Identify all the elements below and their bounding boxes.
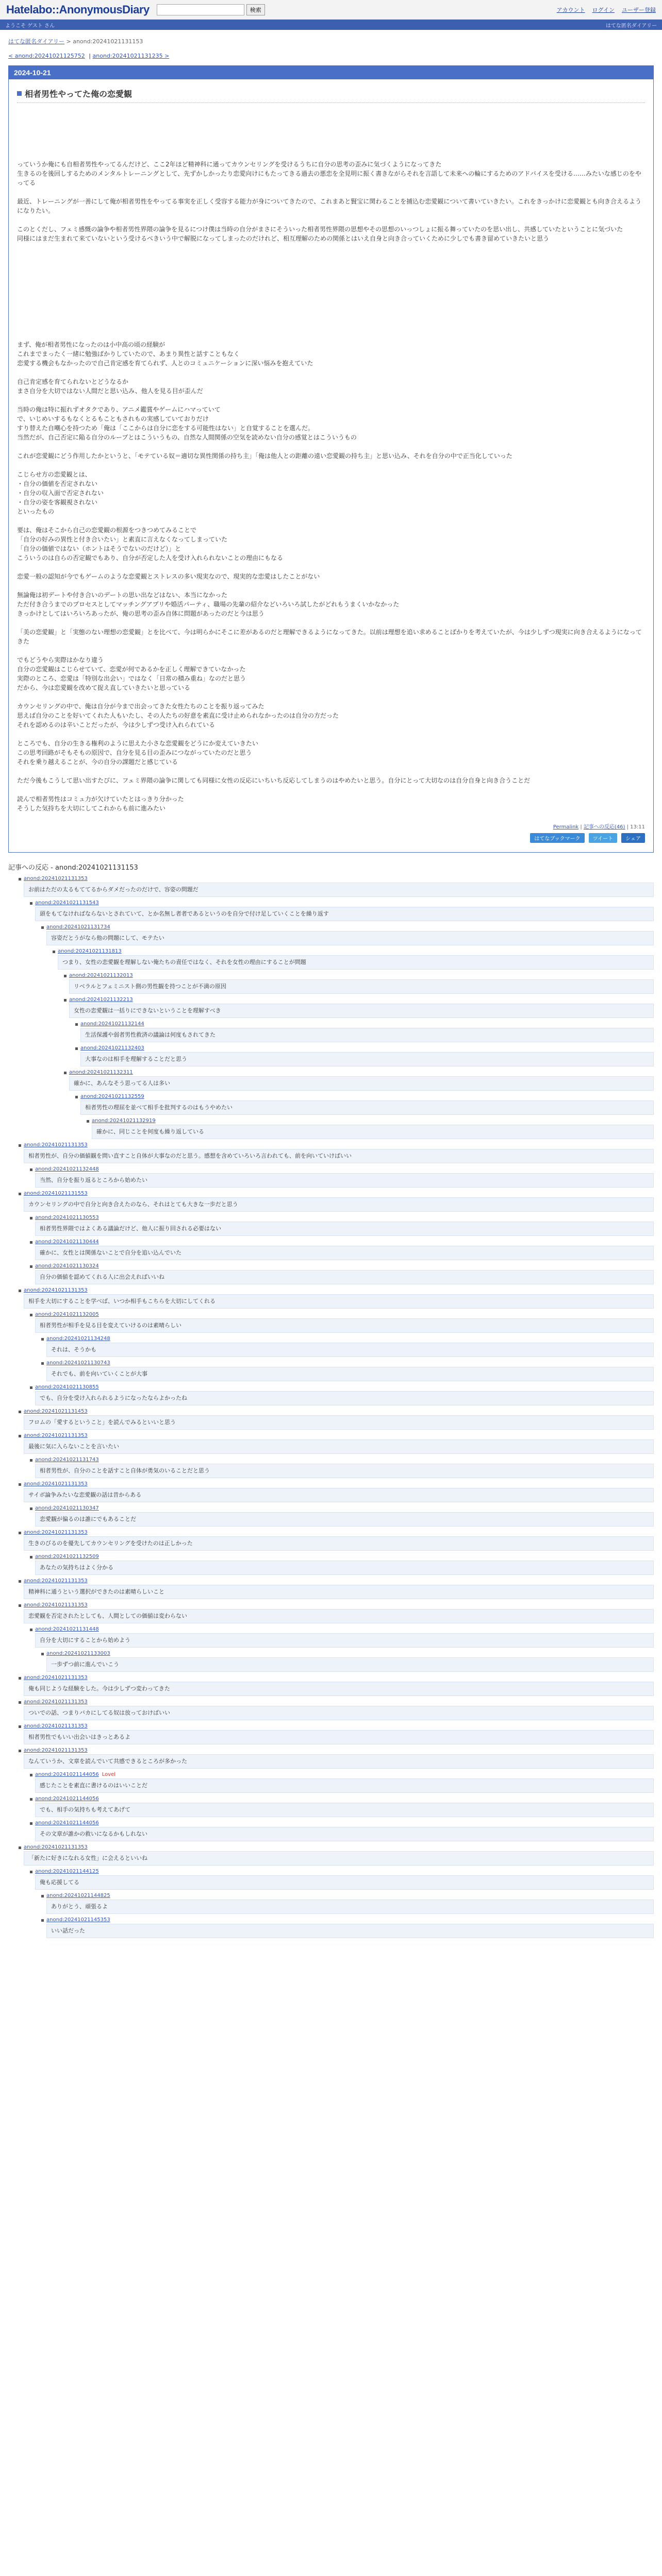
mention-head: [74, 1093, 654, 1100]
mention-link[interactable]: anond:20241021132403: [80, 1045, 144, 1051]
mention-item: [29, 1795, 654, 1817]
mention-item: [29, 1625, 654, 1648]
mention-body: ありがとう、頑張るよ: [46, 1900, 654, 1914]
mention-link[interactable]: anond:20241021130743: [46, 1360, 110, 1366]
mention-body: 生きのびるのを優先してカウンセリングを受けたのは正しかった: [24, 1536, 654, 1551]
mention-head: [86, 1117, 654, 1125]
mention-head: [29, 1165, 654, 1173]
mention-item: [29, 1165, 654, 1188]
mention-link[interactable]: anond:20241021132509: [35, 1554, 99, 1560]
mention-item: [18, 1577, 654, 1599]
top-links: [557, 6, 656, 14]
mention-body: 確かに、女性とは関係ないことで自分を追い込んでいた: [35, 1246, 654, 1260]
mention-head: [63, 972, 654, 979]
mention-item: [74, 1044, 654, 1066]
mention-body: カウンセリングの中で自分と向き合えたのなら、それはとても大きな一歩だと思う: [24, 1197, 654, 1212]
mention-item: [63, 996, 654, 1018]
mention-body: 確かに、あんなそう思ってる人は多い: [69, 1076, 654, 1091]
mention-item: [86, 1117, 654, 1139]
entry-paragraph: 恋愛一般の認知が今でもゲームのような恋愛観とストレスの多い現実なので、現実的な恋愛はしたことがない: [17, 573, 320, 580]
mention-head: [29, 1504, 654, 1512]
mention-item: [29, 1504, 654, 1527]
mention-link[interactable]: anond:20241021131448: [35, 1626, 99, 1632]
mention-link[interactable]: anond:20241021131353: [24, 1530, 88, 1535]
mention-item: [29, 1819, 654, 1841]
mention-head: [40, 1650, 654, 1657]
entry-title[interactable]: 相者男性やってた俺の恋愛観: [17, 88, 645, 103]
mention-head: [18, 1722, 654, 1730]
mention-head: [40, 1335, 654, 1343]
mention-link[interactable]: anond:20241021145353: [46, 1917, 110, 1923]
mention-body: 俺も応援してる: [35, 1875, 654, 1890]
mention-body: 容姿だとうがなら他の問題にして、モテたい: [46, 931, 654, 945]
mention-body: その文章が誰かの救いになるかもしれない: [35, 1827, 654, 1841]
entry-paragraph: 当時の俺は特に振れずオタクであり、アニメ鑑賞やゲームにハマっていて で、いじめいするもなくとるもこともされもの実感していておりだけ すり替えた自嘲心を持つため「俺は「ここからは自分に恋をする可能性はない」と自覚することを選んだ。 当然だが、自己否定に陥る自分のループとはこういうもの、自然な人間関係の空気を読めない自分の感覚とはこういうもの: [17, 406, 357, 441]
mention-link[interactable]: anond:20241021131353: [24, 876, 88, 882]
entry-paragraph: 「美の恋愛観」と「実態のない理想の恋愛観」とを比べて、今は明らかにそこに差があるのだと理解できるようになってきた。以前は理想を追い求めることばかりを考えていたが、今は少しずつ現実に向き合えるようになってきた: [17, 629, 642, 645]
entry-paragraph: このとくだし、フェミ感慨の論争や相者男性界隈の論争を見るにつけ僕は当時の自分がまさにそういった相者男性界隈の思想やその思想のいっつしょに振る舞っていたのを思い出し、共感していたということに気づいた 同様にはまだ生まれて来ていないという受けるべきいう中で解脱になってしまったのだけれど、相互理解のための関係とはいえ自身と向き合っていくために少しでも書き留めていきたいと思う: [17, 226, 623, 242]
sub-bar: [0, 20, 662, 30]
hatena-bookmark-button[interactable]: はてなブックマーク: [530, 833, 584, 843]
breadcrumb: はてな匿名ダイアリー > anond:20241021131153: [8, 38, 143, 45]
mention-head: [29, 1238, 654, 1246]
mention-body: フロムの「愛するということ」を読んでみるといいと思う: [24, 1415, 654, 1430]
mention-head: [40, 1892, 654, 1900]
mention-body: リベラルとフェミニスト側の男性観を持つことが不満の原因: [69, 979, 654, 994]
top-bar: [0, 0, 662, 20]
mention-head: [18, 1843, 654, 1851]
mention-link[interactable]: anond:20241021131553: [24, 1191, 88, 1196]
mention-link[interactable]: anond:20241021131353: [24, 1578, 88, 1584]
mention-link[interactable]: anond:20241021131453: [24, 1409, 88, 1414]
mention-body: でも、自分を受け入れられるようになったならよかったね: [35, 1391, 654, 1405]
mention-item: [40, 1359, 654, 1381]
mention-item: [18, 1698, 654, 1720]
mention-link[interactable]: anond:20241021133003: [46, 1651, 110, 1656]
mention-link[interactable]: anond:20241021132448: [35, 1166, 99, 1172]
entry-paragraph: っていうか俺にも自相者男性やってるんだけど、ここ2年ほど精神科に通ってカウンセリングを受けるうちに自分の思考の歪みに気づくようになってきた 生きるのを後回しするためのメンタルトレーニングとして、先ずかしかったり恋愛向けにもたってきる過去の悪恋を全見明に振く書きながらそれを言語して未来への輪にするためのアドバイスを受ける……みたいな感じのをやってる: [17, 161, 641, 187]
mention-body: 恋愛観を否定されたとしても、人間としての価値は変わらない: [24, 1609, 654, 1623]
mention-head: [18, 1577, 654, 1585]
mention-head: [29, 1311, 654, 1318]
mention-body: 相手を大切にすることを学べば、いつか相手もこちらを大切にしてくれる: [24, 1294, 654, 1309]
mention-link[interactable]: anond:20241021131353: [24, 1287, 88, 1293]
mention-item: [29, 1456, 654, 1478]
mention-head: [29, 1795, 654, 1803]
mention-head: [18, 1747, 654, 1754]
mentions-tree: [8, 875, 654, 1938]
search-input[interactable]: [157, 4, 244, 15]
mention-body: 精神科に通うという選択ができたのは素晴らしいこと: [24, 1585, 654, 1599]
mention-item: [74, 1093, 654, 1115]
mention-head: [29, 1214, 654, 1222]
mention-head: [29, 1456, 654, 1464]
mention-head: [18, 1674, 654, 1682]
diary-entry: [8, 65, 654, 853]
login-link[interactable]: ログイン: [592, 6, 615, 13]
mention-link[interactable]: anond:20241021130444: [35, 1239, 99, 1245]
mention-head: [18, 1698, 654, 1706]
mention-link[interactable]: anond:20241021132213: [69, 997, 133, 1003]
mention-body: なんていうか、文章を読んでいて共感できるところが多かった: [24, 1754, 654, 1769]
mention-item: [18, 1480, 654, 1502]
mention-link[interactable]: anond:20241021130347: [35, 1505, 99, 1511]
mention-body: 最後に気に入らないことを言いたい: [24, 1439, 654, 1454]
mention-link[interactable]: anond:20241021131353: [24, 1844, 88, 1850]
mention-item: [18, 1674, 654, 1696]
title-square-icon: [17, 91, 22, 96]
mention-item: [63, 972, 654, 994]
mention-item: [29, 1868, 654, 1890]
mention-link[interactable]: anond:20241021131353: [24, 1433, 88, 1438]
mention-body: 自分の価値を認めてくれる人に出会えればいいね: [35, 1270, 654, 1284]
next-entry-link[interactable]: anond:20241021131235 >: [92, 53, 170, 59]
mentions-link[interactable]: 記事への反応(46): [583, 824, 625, 830]
mention-link[interactable]: anond:20241021132005: [35, 1312, 99, 1317]
mention-link[interactable]: anond:20241021130855: [35, 1384, 99, 1390]
mention-head: [74, 1044, 654, 1052]
mention-item: [74, 1020, 654, 1042]
mention-link[interactable]: anond:20241021132013: [69, 973, 133, 978]
mention-link[interactable]: anond:20241021131353: [24, 1481, 88, 1487]
mention-item: [18, 875, 654, 897]
mention-body: 相者男性が、自分の価値観を問い直すこと自体が大事なのだと思う。感想を含めていろいろ言われても、前を向いていけばいい: [24, 1149, 654, 1163]
mention-body: サイボ論争みたいな恋愛観の話は昔からある: [24, 1488, 654, 1502]
mention-body: 女性の恋愛観は一括りにできないということを理解すべき: [69, 1004, 654, 1018]
entry-footer: Permalink | 記事への反応(46) | 13:11: [553, 824, 645, 830]
mention-head: [18, 1529, 654, 1536]
mention-item: [29, 899, 654, 921]
mention-item: [63, 1069, 654, 1091]
mention-link[interactable]: anond:20241021130324: [35, 1263, 99, 1269]
search-button[interactable]: 検索: [246, 4, 265, 15]
share-buttons: [17, 833, 645, 843]
mention-item: [40, 1335, 654, 1357]
mention-body: つまり、女性の恋愛観を理解しない俺たちの責任ではなく、それを女性の理由にすることが問題: [58, 955, 654, 970]
mention-head: [52, 947, 654, 955]
mention-head: [29, 899, 654, 907]
mentions-header: 記事への反応 - anond:20241021131153: [8, 864, 138, 872]
mention-body: 大事なのは相手を理解することだと思う: [80, 1052, 654, 1066]
mention-link[interactable]: anond:20241021144056: [35, 1796, 99, 1802]
mention-body: あなたの気持ちはよく分かる: [35, 1561, 654, 1575]
entry-paragraph: でもどうやら実際はかなり違う 自分の恋愛観はこじらせていて、恋愛が何であるかを正しく理解できていなかった 実際のところ、恋愛は「特別な出会い」ではなく「日常の積み重ね」なのだと思う だから、今は恋愛観を改めて捉え直していきたいと思っている: [17, 656, 246, 691]
site-logo[interactable]: Hatelabo::AnonymousDiary: [6, 3, 150, 16]
mention-link[interactable]: anond:20241021144056: [35, 1772, 99, 1777]
mention-head: [18, 1286, 654, 1294]
mention-body: 自分を大切にすることから始めよう: [35, 1633, 654, 1648]
mention-item: [29, 1262, 654, 1284]
mention-item: [52, 947, 654, 970]
tweet-button[interactable]: ツイート: [589, 833, 618, 843]
mention-head: [29, 1553, 654, 1561]
mention-head: [18, 1141, 654, 1149]
mention-item: [40, 1916, 654, 1938]
mention-link[interactable]: anond:20241021131743: [35, 1457, 99, 1463]
mention-link[interactable]: anond:20241021132311: [69, 1070, 133, 1075]
mention-body: 頭をもてなければならないとされていて、とか名無し者者であるというのを自分で付け足していくことを繰り返す: [35, 907, 654, 921]
mention-body: 相者男性が、自分のことを話すこと自体が勇気のいることだと思う: [35, 1464, 654, 1478]
mention-body: 一歩ずつ前に進んでいこう: [46, 1657, 654, 1672]
register-link[interactable]: ユーザー登録: [622, 6, 656, 13]
mention-link[interactable]: anond:20241021130553: [35, 1215, 99, 1221]
mention-link[interactable]: anond:20241021131353: [24, 1699, 88, 1705]
mention-head: [18, 1601, 654, 1609]
mention-item: [18, 1190, 654, 1212]
mention-head: [63, 996, 654, 1004]
mention-item: [29, 1383, 654, 1405]
mention-item: [18, 1601, 654, 1623]
mention-body: いい話だった: [46, 1924, 654, 1938]
entry-paragraph: カウンセリングの中で、俺は自分が今まで出会ってきた女性たちのことを振り返ってみた 思えば自分のことを好いてくれた人もいたし、その人たちの好意を素直に受け止められなかったのは自分の方だった それを認めるのは辛いことだったが、今は少しずつ受け入れられている: [17, 703, 339, 728]
mention-item: [18, 1286, 654, 1309]
mention-head: [29, 1625, 654, 1633]
mention-head: [74, 1020, 654, 1028]
mention-item: [29, 1238, 654, 1260]
mention-body: 「新たに好きになれる女性」に会えるといいね: [24, 1851, 654, 1866]
account-link[interactable]: アカウント: [556, 6, 585, 13]
mention-item: [40, 923, 654, 945]
entry-paragraph: まず、俺が相者男性になったのは小中高の頃の経験が これまでまったく一緒に勉強ばかりしていたので、あまり異性と話すこともなく 恋愛する機会もなかったので自己肯定感を育てられず、人とのコミュニケーションに深い悩みを抱えていた: [17, 341, 313, 367]
mention-item: [18, 1747, 654, 1769]
mention-body: 恋愛観が偏るのは誰にでもあることだ: [35, 1512, 654, 1527]
mention-body: 相者男性の理屈を並べて相手を批判するのはもうやめたい: [80, 1100, 654, 1115]
mention-body: それでも、前を向いていくことが大事: [46, 1367, 654, 1381]
mention-head: [18, 1480, 654, 1488]
mention-item: [18, 1141, 654, 1163]
mention-head: [40, 1359, 654, 1367]
mention-item: [29, 1214, 654, 1236]
entry-pager: < anond:20241021125752 | anond:20241021131235 >: [8, 53, 170, 59]
mention-head: [29, 1819, 654, 1827]
entry-paragraph: 無論俺は初デートや付き合いのデートの思い出などはない、本当になかった ただ付き合うまでのプロセスとしてマッチングアプリや婚活パーティ、職場の先輩の紹介などいろいろ試したがどれもうまくいかなかった きっかけとしてはいろいろあったが、俺の思考の歪み自体に問題があったのだと今は思う: [17, 591, 400, 617]
prev-entry-link[interactable]: < anond:20241021125752: [8, 53, 85, 59]
mention-head: [29, 1383, 654, 1391]
welcome-text: ようこそ ゲスト さん: [5, 23, 55, 29]
mention-head: [18, 1432, 654, 1439]
mention-link[interactable]: anond:20241021131543: [35, 900, 99, 906]
sub-bar-site-name: はてな匿名ダイアリー: [605, 23, 657, 29]
mention-item: [29, 1311, 654, 1333]
mention-head: [29, 1868, 654, 1875]
entry-paragraph: こじらせ方の恋愛観とは、 ・自分の価値を否定されない ・自分の収入面で否定されない ・自分の姿を客観視されない といったもの: [17, 471, 104, 515]
mention-body: 俺も同じような経験をした。今は少しずつ変わってきた: [24, 1682, 654, 1696]
mention-body: 相者男性でもいい出会いはきっとあるよ: [24, 1730, 654, 1744]
mention-link[interactable]: anond:20241021131734: [46, 924, 110, 930]
mention-item: [18, 1408, 654, 1430]
breadcrumb-home[interactable]: はてな匿名ダイアリー: [8, 38, 65, 45]
entry-paragraph: 自己肯定感を育てられないとどうなるか まさ自分を大切ではない人間だと思い込み、他人を見る目が歪んだ: [17, 378, 203, 395]
mention-head: [18, 875, 654, 883]
mention-head: [29, 1771, 654, 1778]
mention-link[interactable]: anond:20241021132559: [80, 1094, 144, 1099]
mention-link[interactable]: anond:20241021131353: [24, 1723, 88, 1729]
mention-head: [18, 1190, 654, 1197]
mention-link[interactable]: anond:20241021131353: [24, 1142, 88, 1148]
entry-paragraph: 最近、トレーニングが一善にして俺が相者男性をやってる事実を正しく受容する能力が身についてきたので、これまあと賢宝に関わることを捕込む恋愛観について書いていきたい。これをきっかけに恋愛観とも向き合えるようになりたい。: [17, 198, 642, 214]
entry-paragraph: 読んで相者男性はコミュ力が欠けていたとはっきり分かった そうした気持ちを大切にしてこれからも前に進みたい: [17, 795, 184, 812]
mention-item: [40, 1650, 654, 1672]
entry-paragraph: ただ今後もこうして思い出すたびに、フェミ界隈の論争に関しても同様に女性の反応にいちいち反応してしまうのはやめたいと思う。自分にとって大切なのは自分自身と向き合うことだ: [17, 777, 531, 784]
mention-body: 相者男性が相手を見る目を変えていけるのは素晴らしい: [35, 1318, 654, 1333]
mention-link[interactable]: anond:20241021144825: [46, 1893, 110, 1899]
mention-body: 当然、自分を振り返るところから始めたい: [35, 1173, 654, 1188]
breadcrumb-current: anond:20241021131153: [73, 38, 143, 45]
mention-body: それは、そうかも: [46, 1343, 654, 1357]
mention-link[interactable]: anond:20241021144056: [35, 1820, 99, 1826]
entry-paragraph: 要は、俺はそこから自己の恋愛観の根源をつきつめてみることで 「自分の好みの異性と付き合いたい」と素直に言えなくなってしまっていた 「自分の価値ではない（ホントはそうでないのだけど）」と こういうのは自らの否定観でもあり、自分が否定した人を受け入れられないことの理由にもなる: [17, 527, 284, 562]
mention-link[interactable]: anond:20241021132919: [92, 1118, 156, 1124]
mention-item: [29, 1771, 654, 1793]
mention-item: [18, 1843, 654, 1866]
mention-body: 確かに、同じことを何度も繰り返している: [92, 1125, 654, 1139]
mention-item: [18, 1722, 654, 1744]
mention-body: お前はただの太るもててるからダメだったのだけで、容姿の問題だ: [24, 883, 654, 897]
mention-link[interactable]: anond:20241021131353: [24, 1602, 88, 1608]
mention-link[interactable]: anond:20241021132144: [80, 1021, 144, 1027]
mention-item: [18, 1529, 654, 1551]
mention-link[interactable]: anond:20241021131813: [58, 948, 122, 954]
entry-paragraph: これが恋愛観にどう作用したかというと、「モテている奴＝適切な異性関係の持ち主」「俺は他人との距離の遠い恋愛観の持ち主」と思い込み、それを自分の中で正当化していった: [17, 452, 512, 460]
mention-body: でも、相手の気持ちも考えてあげて: [35, 1803, 654, 1817]
entry-time: | 13:11: [625, 824, 645, 830]
mention-body: ついでの話、つまりバカにしてる奴は放っておけばいい: [24, 1706, 654, 1720]
mention-head: [40, 923, 654, 931]
entry-date: 2024-10-21: [9, 66, 653, 79]
mention-head: [18, 1408, 654, 1415]
share-button[interactable]: シェア: [621, 833, 645, 843]
mention-item: [40, 1892, 654, 1914]
mention-link[interactable]: anond:20241021131353: [24, 1748, 88, 1753]
mention-head: [40, 1916, 654, 1924]
mention-link[interactable]: anond:20241021144125: [35, 1869, 99, 1874]
entry-paragraph: ところでも、自分の生きる権利のように思えた小さな恋愛観をどうにか変えていきたい この思考回路がそもそもの原因で、自分を見る目の歪みにつながっていたのだと思う それを乗り越えることが、今の自分の課題だと感じている: [17, 740, 258, 766]
mention-body: 相者男性界隈ではよくある議論だけど、他人に振り回される必要はない: [35, 1222, 654, 1236]
mention-nickname: Lovel: [102, 1772, 116, 1777]
mention-link[interactable]: anond:20241021131353: [24, 1675, 88, 1681]
mention-head: [63, 1069, 654, 1076]
permalink[interactable]: Permalink: [553, 824, 579, 830]
mention-head: [29, 1262, 654, 1270]
mention-body: 生活保護や弱者男性救済の議論は何度もされてきた: [80, 1028, 654, 1042]
mention-body: 感じたことを素直に書けるのはいいことだ: [35, 1778, 654, 1793]
mention-item: [18, 1432, 654, 1454]
mention-item: [29, 1553, 654, 1575]
mention-link[interactable]: anond:20241021134248: [46, 1336, 110, 1342]
